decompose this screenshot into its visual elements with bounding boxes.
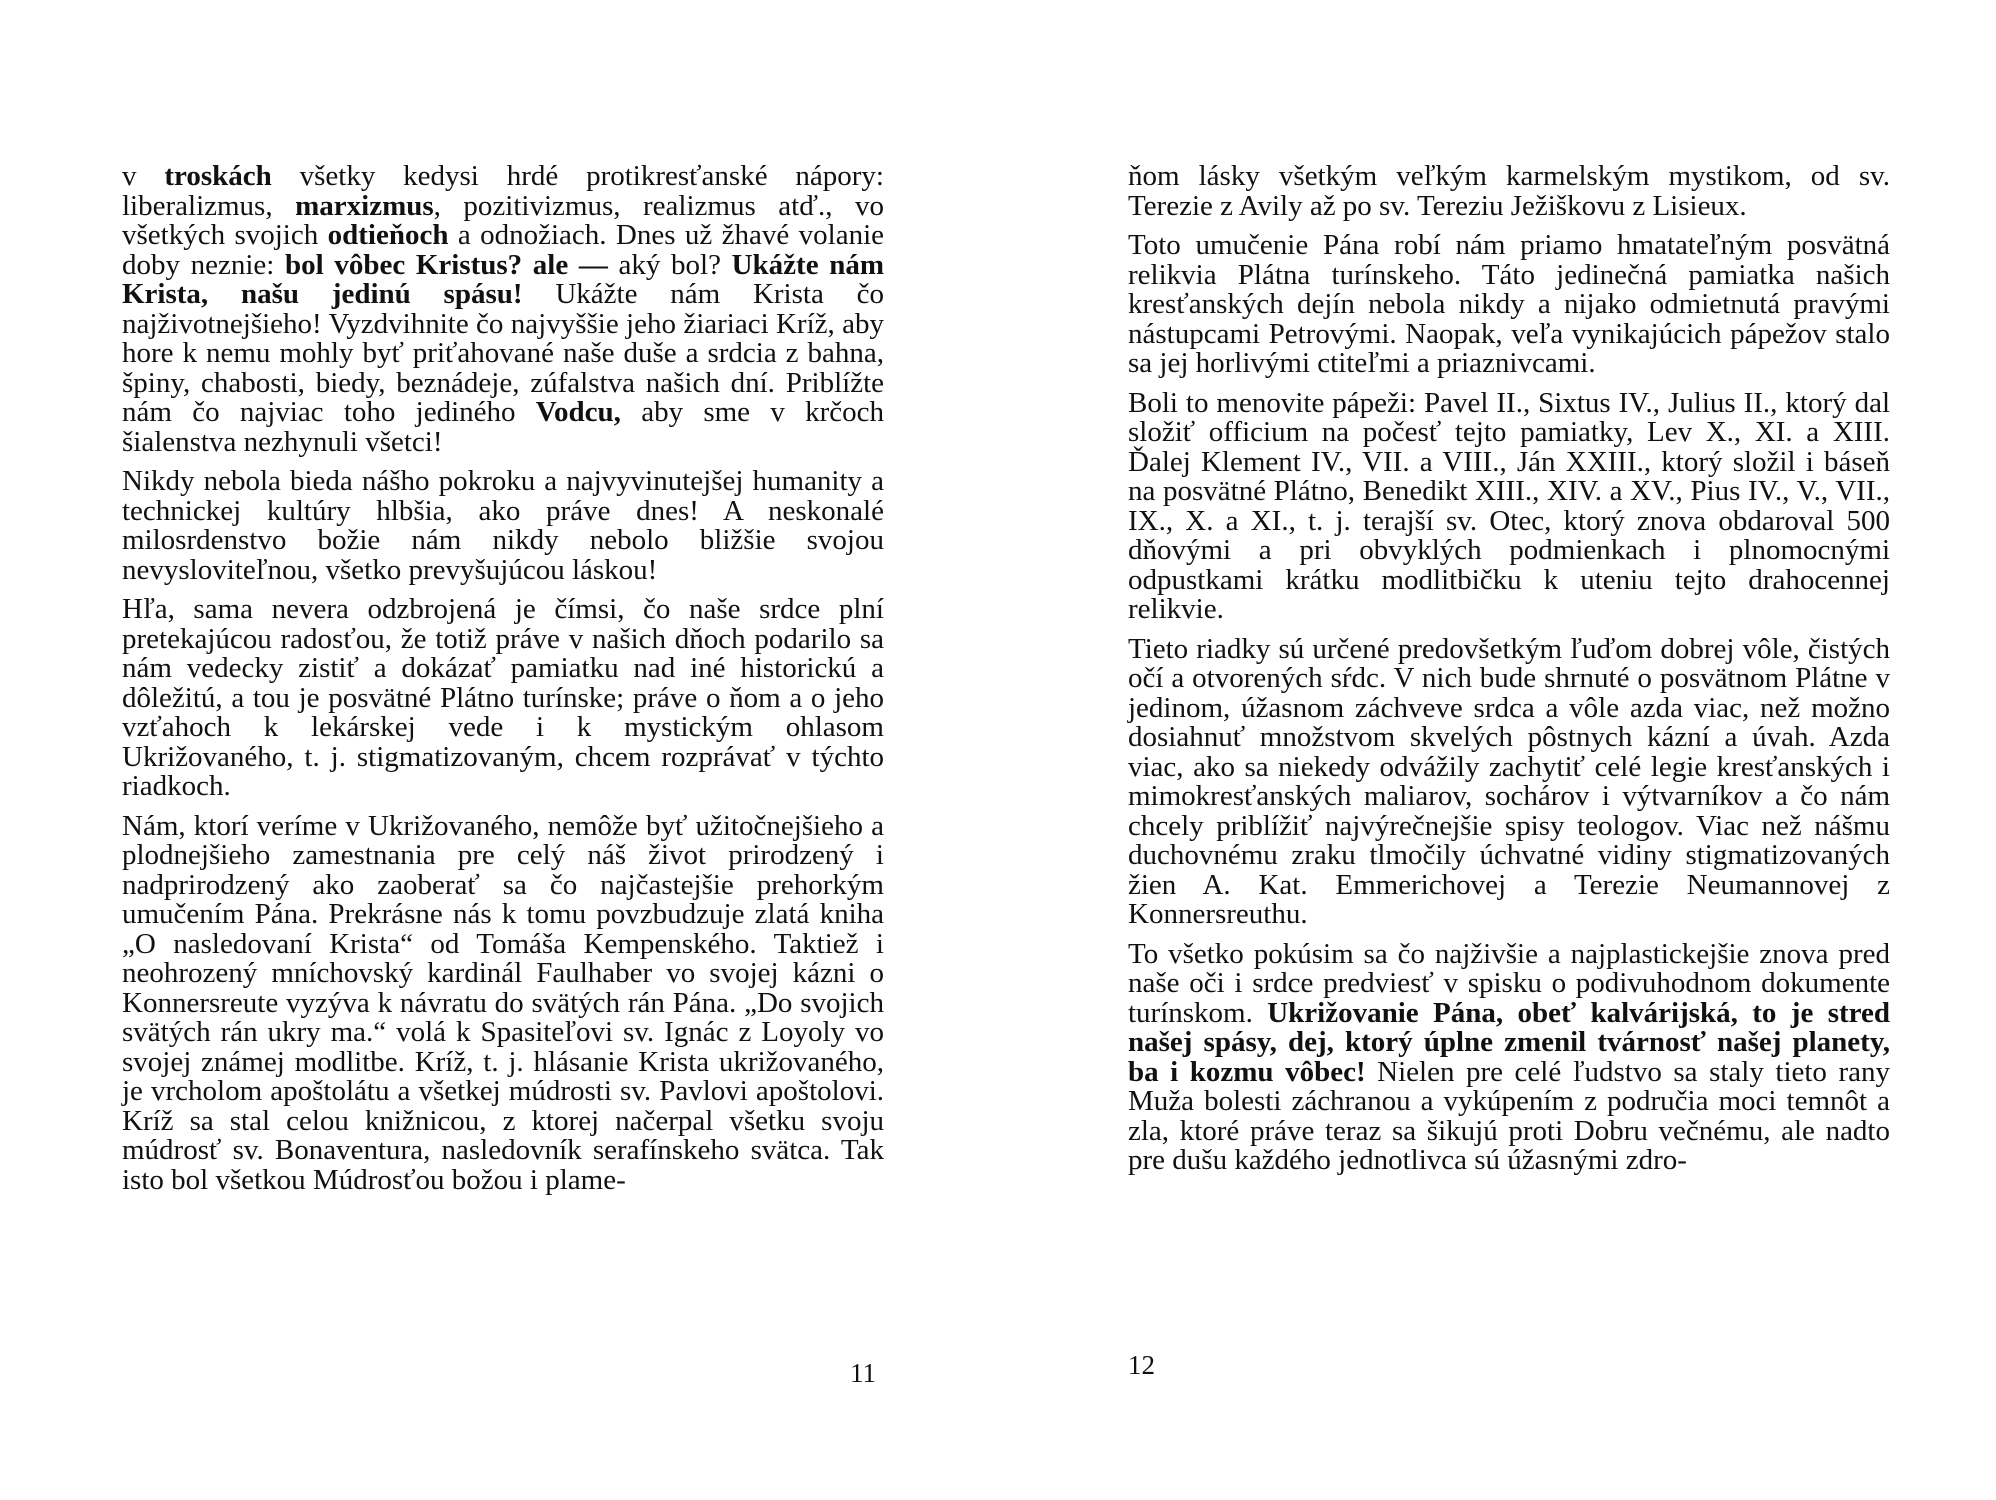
text-segment: v	[122, 160, 165, 192]
text-segment: Nielen pre celé ľudstvo sa staly tieto rany Muža bolesti záchranou a vykúpením z područia moci temnôt a zla, ktoré práve teraz sa šikujú proti Dobru večnému, ale nadto pre dušu každého jednotlivca sú úžasnými zdro-	[1128, 1055, 1890, 1176]
text-segment: ňom lásky všetkým veľkým karmelským mystikom, od sv. Terezie z Avily až po sv. Tereziu Ježiškovu z Lisieux.	[1128, 160, 1890, 222]
right-paragraph	[1128, 231, 1890, 379]
text-segment: Nikdy nebola bieda nášho pokroku a najvyvinutejšej humanity a technickej kultúry hlbšia, ako práve dnes! A neskonalé milosrdenstvo božie nám nikdy nebolo bližšie svojou nevysloviteľnou, všetko prevyšujúcou láskou!	[122, 465, 884, 586]
bold-text-segment: Ukrižovanie Pána, obeť kalvárijská, to je stred našej spásy, dej, ktorý úplne zmenil tvárnosť našej planety, ba i kozmu vôbec!	[1128, 996, 1890, 1088]
text-segment: aký bol?	[607, 248, 732, 281]
text-segment: Toto umučenie Pána robí nám priamo hmatateľným posvätná relikvia Plátna turínskeho. Táto jedinečná pamiatka našich kresťanských dejín nebola nikdy a nijako odmietnutá pravými nástupcami Petrovými. Naopak, veľa vynikajúcich pápežov stalo sa jej horlivými ctiteľmi a priaznivcami.	[1128, 229, 1890, 379]
left-paragraph	[122, 809, 884, 1196]
text-segment: a odnožiach. Dnes už žhavé volanie doby neznie:	[122, 219, 884, 281]
left-paragraph	[122, 595, 884, 802]
bold-text-segment: bol vôbec Kristus? ale —	[285, 248, 608, 281]
text-segment: všetky kedysi hrdé protikresťanské nápory: liberalizmus,	[122, 160, 884, 222]
right-paragraph	[1128, 937, 1890, 1176]
text-segment: Nám, ktorí veríme v Ukrižovaného, nemôže byť užitočnejšieho a plodnejšieho zamestnania pre celý náš život prirodzený i nadprirodzený ako zaoberať sa čo najčastejšie prehorkým umučením Pána. Prekrásne nás k tomu povzbudzuje zlatá kniha „O nasledovaní Krista“ od Tomáša Kempenského. Taktiež i neohrozený mníchovský kardinál Faulhaber vo svojej kázni o Konnersreute vyzýva k návratu do svätých rán Pána. „Do svojich svätých rán ukry ma.“ volá k Spasiteľovi sv. Ignác z Loyoly vo svojej známej modlitbe. Kríž, t. j. hlásanie Krista ukrižovaného, je vrcholom apoštolátu a všetkej múdrosti sv. Pavlovi apoštolovi. Kríž sa stal celou knižnicou, z ktorej načerpal všetku svoju múdrosť sv. Bonaventura, nasledovník serafínskeho svätca. Tak isto bol všetkou Múdrosťou božou i plame-	[122, 809, 884, 1196]
left-page-text	[122, 162, 884, 1205]
bold-text-segment: Ukážte nám Krista, našu jedinú spásu!	[122, 248, 884, 310]
text-segment: Tieto riadky sú určené predovšetkým ľuďom dobrej vôle, čistých očí a otvorených sŕdc. V nich bude shrnuté o posvätnom Plátne v jedinom, úžasnom záchveve srdca a vôle azda viac, než možno dosiahnuť množstvom skvelých pôstnych kázní a úvah. Azda viac, ako sa niekedy odvážily zachytiť celé legie kresťanských i mimokresťanských maliarov, sochárov i výtvarníkov a čo nám chcely priblížiť najvýrečnejšie spisy teologov. Viac než nášmu duchovnému zraku tlmočily úchvatné vidiny stigmatizovaných žien A. Kat. Emmerichovej a Terezie Neumannovej z Konnersreuthu.	[1128, 632, 1890, 930]
text-segment: Hľa, sama nevera odzbrojená je čímsi, čo naše srdce plní pretekajúcou radosťou, že totiž práve v našich dňoch podarilo sa nám vedecky zistiť a dokázať pamiatku nad iné historickú a dôležitú, a tou je posvätné Plátno turínske; práve o ňom a o jeho vzťahoch k lekárskej vede i k mystickým ohlasom Ukrižovaného, t. j. stigmatizovaným, chcem rozprávať v týchto riadkoch.	[122, 593, 884, 802]
bold-text-segment: odtieňoch	[327, 219, 449, 251]
bold-text-segment: troskách	[164, 160, 272, 192]
text-segment: aby sme v krčoch šialenstva nezhynuli všetci!	[122, 396, 884, 458]
text-segment: , pozitivizmus, realizmus atď., vo všetkých svojich	[122, 189, 884, 251]
page-number-left: 11	[850, 1358, 876, 1388]
bold-text-segment: Vodcu,	[535, 396, 621, 428]
page-number-right: 12	[1128, 1350, 1155, 1380]
bold-text-segment: marxizmus	[295, 189, 434, 222]
text-segment: Boli to menovite pápeži: Pavel II., Sixtus IV., Julius II., ktorý dal složiť officium na počesť tejto pamiatky, Lev X., XI. a XIII. Ďalej Klement IV., VII. a VIII., Ján XXIII., ktorý složil i báseň na posvätné Plátno, Benedikt XIII., XIV. a XV., Pius IV., V., VII., IX., X. a XI., t. j. terajší sv. Otec, ktorý znova obdaroval 500 dňovými a pri obvyklých podmienkach i plnomocnými odpustkami krátku modlitbičku k uteniu tejto drahocennej relikvie.	[1128, 386, 1890, 625]
left-paragraph	[122, 162, 884, 457]
right-paragraph	[1128, 632, 1890, 930]
right-paragraph	[1128, 386, 1890, 625]
right-paragraph	[1128, 162, 1890, 221]
text-segment: Ukážte nám Krista čo najživotnejšieho! Vyzdvihnite čo najvyššie jeho žiariaci Kríž, aby hore k nemu mohly byť priťahované naše duše a srdcia z bahna, špiny, chabosti, biedy, beznádeje, zúfalstva našich dní. Priblížte nám čo najviac toho jediného	[122, 278, 884, 428]
right-page-text	[1128, 162, 1890, 1186]
text-segment: To všetko pokúsim sa čo najživšie a najplastickejšie znova pred naše oči i srdce predviesť v spisku o podivuhodnom dokumente turínskom.	[1128, 937, 1890, 1029]
left-paragraph	[122, 467, 884, 585]
